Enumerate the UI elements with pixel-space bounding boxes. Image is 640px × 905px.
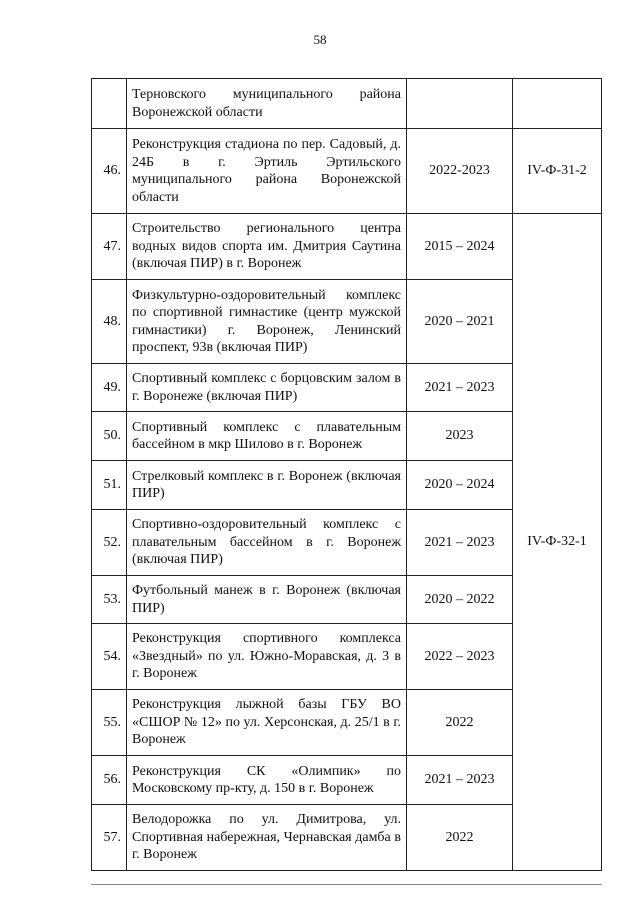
table-row [92,214,602,280]
objects-table [91,78,602,871]
object-name: Реконструкция стадиона по пер. Садовый, д. 24Б в г. Эртиль Эртильского муниципального района Воронежской области [127,129,407,214]
object-name: Реконструкция спортивного комплекса «Звездный» по ул. Южно-Моравская, д. 3 в г. Воронеж [127,624,407,690]
object-name: Спортивный комплекс с плавательным бассейном в мкр Шилово в г. Воронеж [127,412,407,461]
page-bottom-rule [91,884,602,885]
row-number: 57. [92,805,127,871]
row-number: 54. [92,624,127,690]
row-number [92,79,127,129]
row-number: 46. [92,129,127,214]
object-name: Реконструкция СК «Олимпик» по Московскому пр-кту, д. 150 в г. Воронеж [127,756,407,805]
row-number: 48. [92,280,127,364]
implementation-years: 2020 – 2021 [407,280,513,364]
page-number: 58 [313,32,327,47]
implementation-years: 2022 [407,690,513,756]
implementation-years: 2021 – 2023 [407,756,513,805]
row-number: 55. [92,690,127,756]
object-name: Стрелковый комплекс в г. Воронеж (включая ПИР) [127,461,407,510]
implementation-years: 2022 [407,805,513,871]
row-number: 50. [92,412,127,461]
implementation-years: 2020 – 2022 [407,576,513,624]
table-row [92,129,602,214]
implementation-years: 2021 – 2023 [407,510,513,576]
object-name: Терновского муниципального района Воронежской области [127,79,407,129]
implementation-years [407,79,513,129]
implementation-years: 2022 – 2023 [407,624,513,690]
implementation-years: 2021 – 2023 [407,364,513,412]
object-name: Футбольный манеж в г. Воронеж (включая ПИР) [127,576,407,624]
program-code [513,79,602,129]
object-name: Велодорожка по ул. Димитрова, ул. Спортивная набережная, Чернавская дамба в г. Воронеж [127,805,407,871]
object-name: Реконструкция лыжной базы ГБУ ВО «СШОР № 12» по ул. Херсонская, д. 25/1 в г. Воронеж [127,690,407,756]
implementation-years: 2022-2023 [407,129,513,214]
object-name: Строительство регионального центра водных видов спорта им. Дмитрия Саутина (включая ПИР) в г. Воронеж [127,214,407,280]
row-number: 56. [92,756,127,805]
table-row [92,79,602,129]
object-name: Физкультурно-оздоровительный комплекс по спортивной гимнастике (центр мужской гимнастики) г. Воронеж, Ленинский проспект, 93в (включая ПИР) [127,280,407,364]
row-number: 53. [92,576,127,624]
implementation-years: 2023 [407,412,513,461]
program-code: IV-Ф-31-2 [513,129,602,214]
row-number: 51. [92,461,127,510]
implementation-years: 2020 – 2024 [407,461,513,510]
object-name: Спортивно-оздоровительный комплекс с плавательным бассейном в г. Воронеж (включая ПИР) [127,510,407,576]
row-number: 47. [92,214,127,280]
object-name: Спортивный комплекс с борцовским залом в г. Воронеже (включая ПИР) [127,364,407,412]
row-number: 52. [92,510,127,576]
row-number: 49. [92,364,127,412]
program-code: IV-Ф-32-1 [513,214,602,871]
implementation-years: 2015 – 2024 [407,214,513,280]
